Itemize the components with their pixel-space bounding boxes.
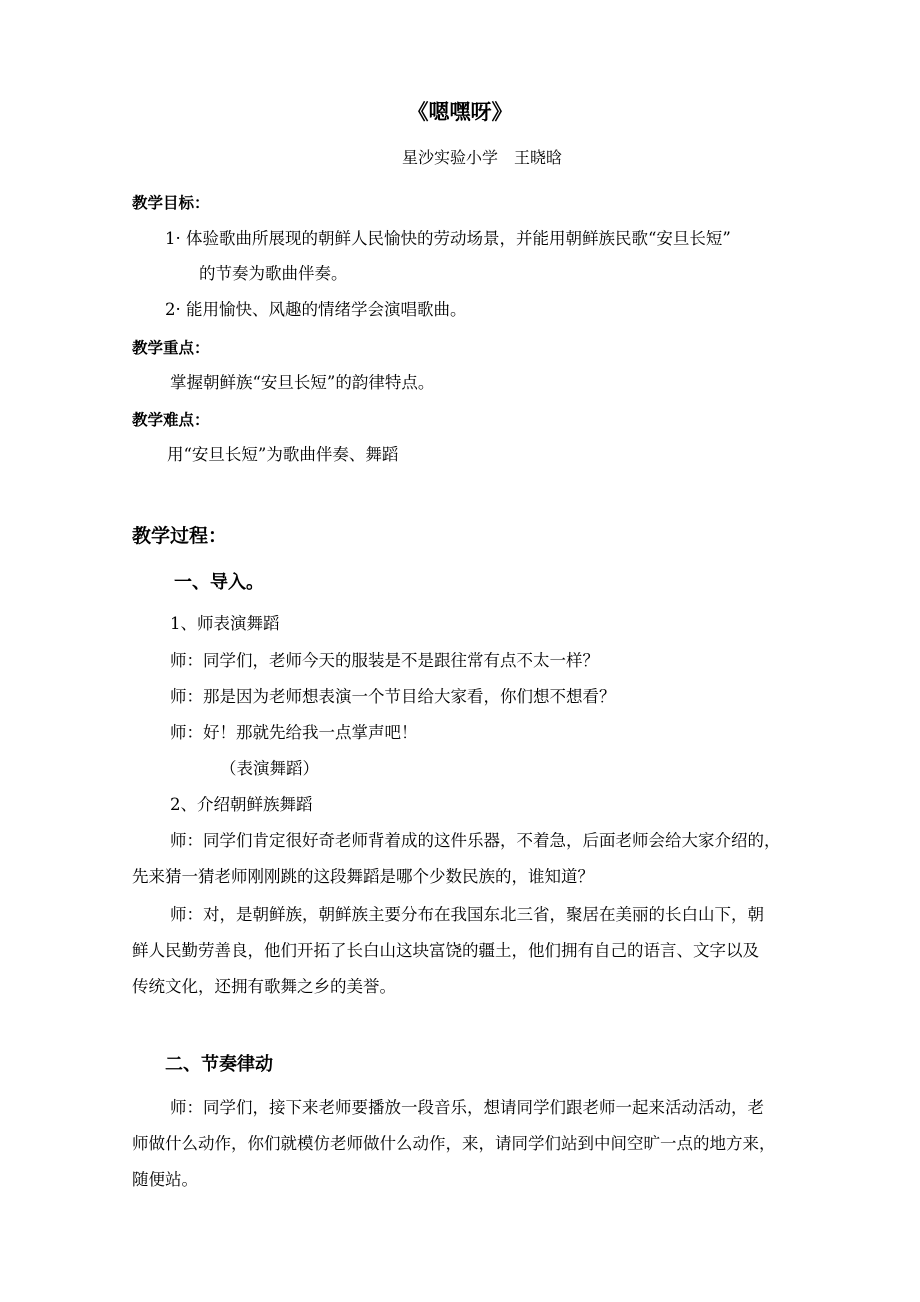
part-1-para-1-line-2: 先来猜一猜老师刚刚跳的这段舞蹈是哪个少数民族的，谁知道？: [132, 867, 594, 886]
part-1-heading: 一、导入。: [174, 572, 264, 593]
part-1-line-1: 师：同学们，老师今天的服装是不是跟往常有点不太一样？: [170, 651, 599, 670]
document-title: 《嗯嘿呀》: [407, 100, 513, 124]
part-2-heading: 二、节奏律动: [165, 1054, 273, 1075]
difficulties-label: 教学难点：: [132, 411, 210, 429]
difficulties-text: 用“安旦长短”为歌曲伴奏、舞蹈: [167, 445, 399, 464]
objective-1-line-1: 1· 体验歌曲所展现的朝鲜人民愉快的劳动场景，并能用朝鲜族民歌“安旦长短”: [165, 229, 731, 248]
part-1-step-1: 1、师表演舞蹈: [170, 614, 280, 633]
part-1-para-2-line-3: 传统文化，还拥有歌舞之乡的美誉。: [132, 977, 396, 996]
key-points-text: 掌握朝鲜族“安旦长短”的韵律特点。: [170, 373, 435, 392]
part-1-para-2-line-1: 师：对，是朝鲜族，朝鲜族主要分布在我国东北三省，聚居在美丽的长白山下，朝: [170, 905, 764, 924]
part-1-para-2-line-2: 鲜人民勤劳善良，他们开拓了长白山这块富饶的疆土，他们拥有自己的语言、文字以及: [132, 941, 759, 960]
objectives-label: 教学目标：: [132, 194, 210, 212]
objective-1-line-2: 的节奏为歌曲伴奏。: [199, 264, 348, 283]
part-2-line-1: 师：同学们，接下来老师要播放一段音乐，想请同学们跟老师一起来活动活动，老: [170, 1098, 764, 1117]
part-1-line-2: 师：那是因为老师想表演一个节目给大家看，你们想不想看？: [170, 687, 616, 706]
objective-2: 2· 能用愉快、风趣的情绪学会演唱歌曲。: [165, 300, 467, 319]
key-points-label: 教学重点：: [132, 339, 210, 357]
part-1-para-1-line-1: 师：同学们肯定很好奇老师背着成的这件乐器，不着急，后面老师会给大家介绍的，: [170, 831, 781, 850]
part-1-note: （表演舞蹈）: [220, 759, 319, 778]
part-1-line-3: 师：好！那就先给我一点掌声吧！: [170, 723, 418, 742]
part-1-step-2: 2、介绍朝鲜族舞蹈: [170, 795, 313, 814]
process-heading: 教学过程：: [132, 525, 228, 547]
part-2-line-3: 随便站。: [132, 1170, 198, 1189]
part-2-line-2: 师做什么动作，你们就模仿老师做什么动作，来，请同学们站到中间空旷一点的地方来，: [132, 1134, 776, 1153]
author-line: 星沙实验小学 王晓晗: [401, 148, 562, 167]
